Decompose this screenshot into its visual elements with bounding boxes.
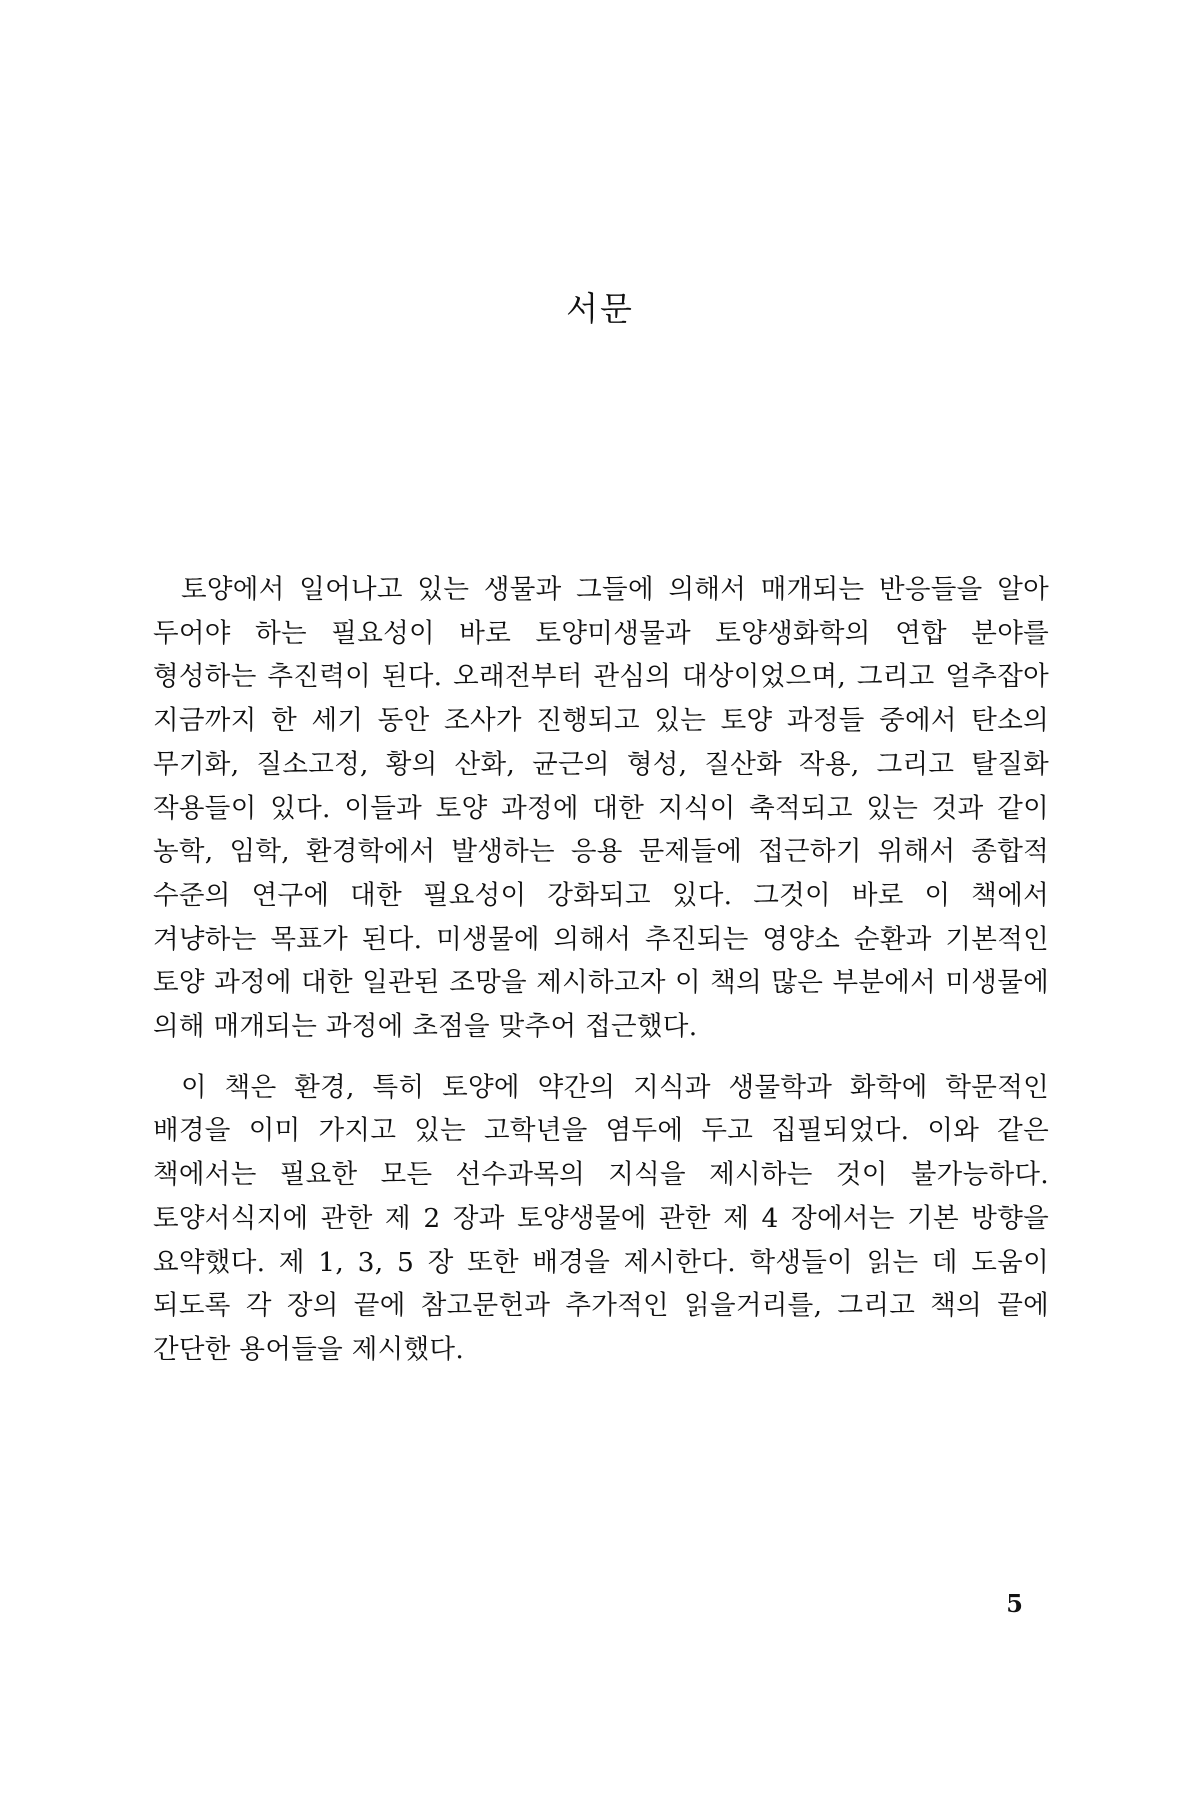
paragraph-1: 토양에서 일어나고 있는 생물과 그들에 의해서 매개되는 반응들을 알아 두어야 하는 필요성이 바로 토양미생물과 토양생화학의 연합 분야를 형성하는 추진력이 된다. 오래전부터 관심의 대상이었으며, 그리고 얼추잡아 지금까지 한 세기 동안 조사가 진행되고 있는 토양 과정들 중에서 탄소의 무기화, 질소고정, 황의 산화, 균근의 형성, 질산화 작용, 그리고 탈질화 작용들이 있다. 이들과 토양 과정에 대한 지식이 축적되고 있는 것과 같이 농학, 임학, 환경학에서 발생하는 응용 문제들에 접근하기 위해서 종합적 수준의 연구에 대한 필요성이 강화되고 있다. 그것이 바로 이 책에서 겨냥하는 목표가 된다. 미생물에 의해서 추진되는 영양소 순환과 기본적인 토양 과정에 대한 일관된 조망을 제시하고자 이 책의 많은 부분에서 미생물에 의해 매개되는 과정에 초점을 맞추어 접근했다. <box>153 574 1049 1043</box>
page-title: 서문 <box>566 289 634 328</box>
paragraph-2: 이 책은 환경, 특히 토양에 약간의 지식과 생물학과 화학에 학문적인 배경을 이미 가지고 있는 고학년을 염두에 두고 집필되었다. 이와 같은 책에서는 필요한 모든 선수과목의 지식을 제시하는 것이 불가능하다. 토양서식지에 관한 제 2 장과 토양생물에 관한 제 4 장에서는 기본 방향을 요약했다. 제 1, 3, 5 장 또한 배경을 제시한다. 학생들이 읽는 데 도움이 되도록 각 장의 끝에 참고문헌과 추가적인 읽을거리를, 그리고 책의 끝에 간단한 용어들을 제시했다. <box>153 1071 1049 1365</box>
body-text <box>153 568 1049 1372</box>
page-number: 5 <box>1006 1589 1023 1618</box>
